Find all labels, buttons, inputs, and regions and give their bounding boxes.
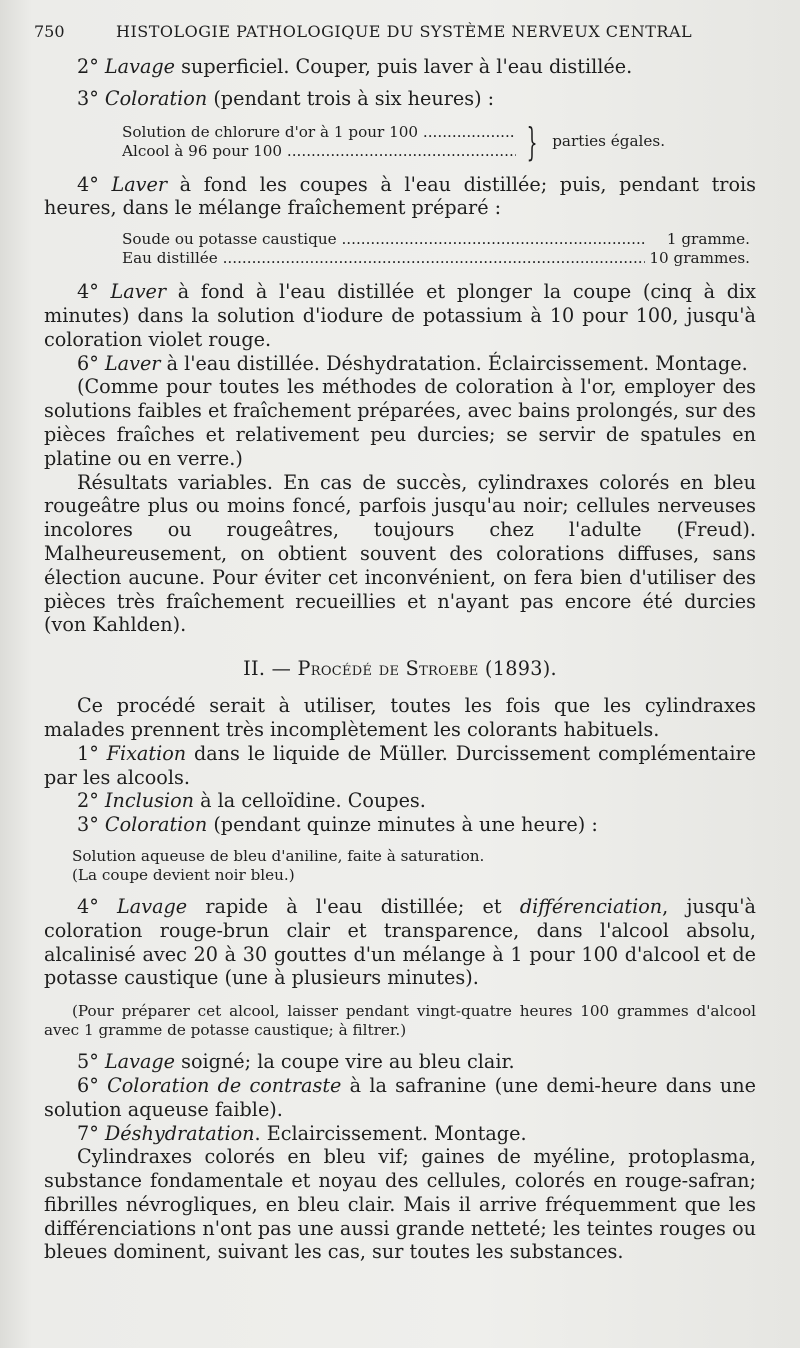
stroebe-step-1 <box>44 742 756 790</box>
step-text: rapide à l'eau distillée; et <box>187 894 520 918</box>
step-term: Inclusion <box>104 789 194 813</box>
section-year: (1893). <box>478 657 557 681</box>
step-term: Déshydratation <box>104 1121 255 1145</box>
stroebe-step-6 <box>44 1074 756 1122</box>
step-number: 6° <box>77 351 99 375</box>
step-text: superficiel. Couper, puis laver à l'eau distillée. <box>175 55 633 78</box>
recipe-row <box>122 249 756 268</box>
note-line: Solution aqueuse de bleu d'aniline, faite à saturation. <box>72 846 485 865</box>
step-term: Lavage <box>104 55 176 78</box>
step-term: Lavage <box>117 894 188 918</box>
step-term: Coloration de contraste <box>107 1073 342 1097</box>
step-number: 6° <box>77 1073 99 1097</box>
section-numeral: II. — <box>243 657 298 681</box>
stroebe-step-5 <box>44 1050 756 1074</box>
step-text: à fond les coupes à l'eau distillée; puis, pendant trois heures, dans le mélange fraîchement préparé : <box>44 172 756 220</box>
step-text: (pendant trois à six heures) : <box>207 86 495 110</box>
step-number: 2° <box>77 55 99 78</box>
recipe-label: Soude ou potasse caustique ..... <box>122 230 645 249</box>
alcohol-preparation-note: (Pour préparer cet alcool, laisser pendant vingt-quatre heures 100 grammes d'alcool avec 1 gramme de potasse caustique; à filtrer.) <box>44 1002 756 1040</box>
step-3-coloration <box>44 87 756 111</box>
recipe-result: parties égales. <box>552 132 666 151</box>
step-2-lavage <box>44 55 756 79</box>
recipe-value: 10 grammes. <box>649 249 750 268</box>
stroebe-step-3 <box>44 813 756 837</box>
step-number: 3° <box>77 813 99 837</box>
step-4-laver-first <box>44 173 756 221</box>
brace-symbol: } <box>526 119 538 164</box>
step-term: Laver <box>110 280 167 304</box>
step-text: à la celloïdine. Coupes. <box>194 789 426 813</box>
recipe-row <box>122 230 756 249</box>
step-text: . Eclaircissement. Montage. <box>254 1121 527 1145</box>
recipe-value: 1 gramme. <box>666 230 750 249</box>
soda-recipe <box>122 230 756 268</box>
step-text: à fond à l'eau distillée et plonger la coupe (cinq à dix minutes) dans la solution d'iodure de potassium à 10 pour 100, jusqu'à coloration violet rouge. <box>44 280 756 351</box>
note-line: (La coupe devient noir bleu.) <box>72 865 295 884</box>
results-paragraph: Résultats variables. En cas de succès, cylindraxes colorés en bleu rougeâtre plus ou moins foncé, parfois jusqu'au noir; cellules nerveuses incolores ou rougeâtres, toujours chez l'adulte (Freud). Malheureusement, on obtient souvent des colorations diffuses, sans élection aucune. Pour éviter cet inconvénient, on fera bien d'utiliser des pièces très fraîchement recueillies et n'ayant pas encore été durcies (von Kahlden). <box>44 470 756 637</box>
step-number: 4° <box>77 894 99 918</box>
stroebe-intro: Ce procédé serait à utiliser, toutes les fois que les cylindraxes malades prennent très incomplètement les colorants habituels. <box>44 694 756 741</box>
step-text: , jusqu'à coloration rouge-brun clair et transparence, dans l'alcool absolu, alcalinisé avec 20 à 30 gouttes d'un mélange à 1 pour 100 d'alcool et de potasse caustique (une à plusieurs minutes). <box>44 894 756 990</box>
page-number: 750 <box>34 22 65 41</box>
step-term: différenciation <box>519 894 663 918</box>
step-number: 7° <box>77 1121 99 1145</box>
step-number: 4° <box>77 172 99 196</box>
recipe-label: Eau distillée ..... <box>122 249 645 268</box>
step-term: Laver <box>111 172 168 196</box>
step-number: 1° <box>77 741 99 765</box>
step-number: 5° <box>77 1050 99 1074</box>
gold-mixture-recipe <box>122 119 756 164</box>
step-term: Fixation <box>106 741 187 765</box>
stroebe-step-7 <box>44 1122 756 1146</box>
stroebe-step-4 <box>44 895 756 990</box>
step-term: Laver <box>104 351 161 375</box>
stroebe-results: Cylindraxes colorés en bleu vif; gaines de myéline, protoplasma, substance fondamentale et noyau des cellules, colorés en rouge-safran; fibrilles névrogliques, en bleu clair. Mais il arrive fréquemment que les différenciations n'ont pas une aussi grande netteté; les teintes rouges ou bleues dominent, suivant les cas, sur toutes les substances. <box>44 1145 756 1264</box>
section-name: Procédé de Stroebe <box>297 657 479 681</box>
section-heading <box>44 657 756 680</box>
step-term: Coloration <box>104 813 208 837</box>
step-4-laver-second <box>44 280 756 351</box>
step-text: dans le liquide de Müller. Durcissement complémentaire par les alcools. <box>44 741 756 789</box>
stroebe-step-2 <box>44 789 756 813</box>
page-header <box>34 22 756 41</box>
step-number: 3° <box>77 86 99 110</box>
step-text: soigné; la coupe vire au bleu clair. <box>175 1050 515 1074</box>
running-title: HISTOLOGIE PATHOLOGIQUE DU SYSTÈME NERVEUX CENTRAL <box>116 22 693 41</box>
step-number: 2° <box>77 789 99 813</box>
gold-method-comment: (Comme pour toutes les méthodes de coloration à l'or, employer des solutions faibles et fraîchement préparées, avec bains prolongés, sur des pièces fraîches et relativement peu durcies; se servir de spatules en platine ou en verre.) <box>44 375 756 470</box>
recipe-lines <box>122 123 516 161</box>
step-text: à la safranine (une demi-heure dans une solution aqueuse faible). <box>44 1073 756 1121</box>
step-term: Lavage <box>104 1050 176 1074</box>
recipe-line: Solution de chlorure d'or à 1 pour 100 ..... <box>122 123 516 142</box>
recipe-line: Alcool à 96 pour 100 ..... <box>122 142 516 161</box>
step-text: (pendant quinze minutes à une heure) : <box>207 813 598 837</box>
step-term: Coloration <box>104 86 208 110</box>
step-text: à l'eau distillée. Déshydratation. Éclaircissement. Montage. <box>160 351 748 375</box>
step-number: 4° <box>77 280 99 304</box>
staining-note <box>72 847 756 885</box>
step-6-laver <box>44 352 756 376</box>
